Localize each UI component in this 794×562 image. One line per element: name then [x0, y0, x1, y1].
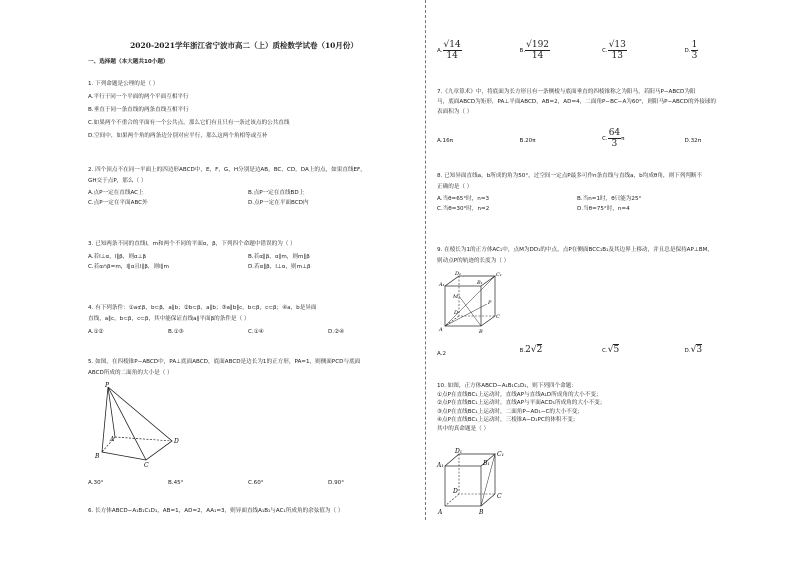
cube9-label-d1: D₁ — [455, 271, 462, 277]
q7-c-fraction — [608, 128, 621, 149]
cube-figure-q10 — [437, 448, 509, 518]
cube9-label-c1: C₁ — [496, 272, 502, 278]
q10-statement-2: ②点P在直线BC₁上运动时，直线AP与平面ACD₁所成角的大小不变； — [437, 400, 606, 406]
q6-option-a — [437, 40, 520, 61]
q5-option-d: D.90° — [328, 480, 345, 486]
q10-statement-3: ③点P在直线BC₁上运动时，二面角P−AD₁−C的大小不变； — [437, 408, 583, 415]
q6-option-d — [685, 40, 768, 61]
q10-tail: 其中的真命题是（ ） — [437, 425, 490, 432]
hidden-edge-da — [445, 316, 459, 326]
q6-a-num: √14 — [443, 40, 461, 50]
q4-option-a: A.①② — [88, 329, 104, 335]
q7-c-den: 3 — [611, 139, 618, 149]
cube-figure-q9 — [439, 268, 501, 338]
q9-b-radicand: 2 — [536, 345, 543, 355]
q7-option-c — [602, 128, 685, 149]
q6-b-num: √192 — [526, 40, 550, 50]
q1-option-b: B.垂直于同一条直线的两条直线互相平行 — [88, 107, 189, 113]
q8-option-b: B.当n=1时，θ只能为25° — [577, 196, 642, 202]
label-d: D — [174, 438, 179, 445]
cube9-label-b: B — [479, 329, 483, 335]
q10-stem: 10. 如图，正方体ABCD−A₁B₁C₁D₁，则下列四个命题： — [437, 383, 577, 389]
q7-option-b: B.20π — [519, 138, 536, 144]
pyramid-figure — [90, 382, 180, 472]
edge-ad — [115, 437, 172, 441]
front-face — [445, 466, 481, 506]
q6-d-letter: D. — [684, 48, 691, 54]
q6-c-fraction — [608, 40, 627, 61]
q7-c-letter: C. — [602, 136, 608, 142]
cube9-label-m: M — [453, 294, 459, 300]
q2-stem-line1: 2. 四个顶点不在同一平面上的四边形ABCD中，E，F，G，H分别是边AB，BC，CD，DA上的点，如果直线EF， — [88, 167, 366, 173]
cube9-label-c: C — [496, 314, 500, 320]
q6-b-den: 14 — [531, 51, 544, 61]
q6-d-den: 3 — [691, 51, 698, 61]
q2-option-c: C.点P一定在平面ABC外 — [88, 200, 148, 206]
cube10-label-b: B — [479, 509, 484, 516]
question-8 — [437, 172, 772, 213]
label-p: P — [105, 382, 110, 389]
q6-options — [437, 40, 767, 61]
top-face — [445, 276, 495, 286]
q3-stem: 3. 已知两条不同的直线l，m和两个不同的平面α，β，下列四个命题中错误的为（ ） — [88, 241, 296, 247]
pyramid-edges — [102, 387, 172, 460]
q7-stem-line2: 马，底面ABCD为矩形，PA⊥平面ABCD，AB=2，AD=4，二面角P−BC−A为60°，则阳马P−ABCD的外接球的 — [437, 99, 716, 105]
cube9-label-p: P — [488, 300, 492, 306]
label-b: B — [95, 453, 100, 460]
q9-option-d: D.√3 — [684, 345, 703, 355]
q5-option-c: C.60° — [248, 480, 264, 486]
q1-option-d: D.空间中，如果两个角的两条边分别对应平行，那么这两个角相等或互补 — [88, 133, 268, 139]
q6-c-letter: C. — [602, 48, 608, 54]
q5-stem-line1: 5. 如图，在四棱锥P−ABCD中，PA⊥底面ABCD，底面ABCD是边长为1的正方形，PA=1，则侧面PCD与底面 — [88, 359, 361, 365]
q2-stem-line2: GH交于点P，那么（ ） — [88, 178, 147, 184]
q10-statement-4: ④点P在直线BC₁上运动时，三棱锥A−D₁PC的体积不变； — [437, 417, 579, 423]
q6-d-num: 1 — [691, 40, 698, 50]
q9-b-coef: 2 — [525, 345, 531, 355]
question-4 — [88, 304, 408, 336]
q5-stem-line2: ABCD所成的二面角的大小是（ ） — [88, 370, 173, 376]
q1-option-c: C.如果两个不重合的平面有一个公共点，那么它们有且只有一条过该点的公共直线 — [88, 120, 290, 126]
q6-c-den: 13 — [611, 51, 623, 61]
cube10-label-c1: C₁ — [497, 451, 504, 458]
q6-a-den: 14 — [446, 51, 458, 61]
cube10-label-c: C — [497, 493, 502, 500]
question-2 — [88, 166, 408, 207]
q6-d-fraction — [691, 40, 699, 61]
cube10-label-d1: D₁ — [455, 448, 463, 455]
q7-stem-line3: 表面积为（ ） — [437, 109, 473, 115]
q9-options — [437, 346, 767, 358]
q7-option-d: D.32π — [684, 138, 702, 144]
q6-stem: 6. 长方体ABCD−A₁B₁C₁D₁，AB=1，AD=2，AA₁=3，则异面直线A₁B₁与AC₁所成角的余弦值为（ ） — [88, 508, 344, 514]
right-column — [437, 0, 777, 562]
q1-option-a: A.平行于同一个平面的两个平面互相平行 — [88, 94, 189, 100]
q9-d-radicand: 3 — [696, 345, 703, 355]
question-6 — [88, 507, 408, 515]
q1-stem: 1. 下列命题是公理的是（ ） — [88, 81, 159, 87]
q3-option-b: B.若α∥β，α∥m，则m∥β — [248, 254, 310, 260]
q9-option-a: A.2 — [437, 351, 447, 357]
q7-option-a: A.16π — [437, 138, 453, 144]
q4-option-b: B.①③ — [168, 329, 184, 335]
q5-option-a: A.30° — [88, 480, 104, 486]
exam-title: 2020-2021学年浙江省宁波市高二（上）质检数学试卷（10月份） — [130, 41, 358, 50]
q9-option-c: C.√5 — [602, 345, 620, 355]
label-c: C — [144, 462, 149, 469]
edge-pc — [108, 387, 146, 460]
cube9-label-a1: A₁ — [439, 282, 445, 288]
q3-option-d: D.若α∥β，l⊥α，则m⊥β — [248, 264, 311, 270]
q9-stem-line2: 则动点P的轨迹的长度为（ ） — [437, 258, 510, 264]
cube9-label-d: D — [454, 310, 459, 316]
question-7 — [437, 88, 772, 116]
q8-option-a: A.当θ=65°时，n=3 — [437, 196, 490, 202]
q6-option-b — [520, 40, 603, 61]
q6-option-c — [602, 40, 685, 61]
front-face — [445, 286, 481, 326]
q3-option-a: A.若l⊥α，l∥β，则α⊥β — [88, 254, 147, 260]
cube9-label-a: A — [439, 327, 443, 333]
q2-option-d: D.点P一定在平面BCD内 — [248, 200, 309, 206]
question-9 — [437, 246, 772, 265]
cube9-label-b1: B₁ — [477, 280, 483, 286]
q3-option-c: C.若α∩β=m，l∥α且l∥β，则l∥m — [88, 264, 169, 270]
cube10-label-b1: B₁ — [483, 460, 490, 467]
label-a: A — [110, 436, 115, 443]
cube10-label-a: A — [438, 509, 443, 516]
diag-bm — [459, 296, 481, 326]
q2-option-a: A.点P一定在直线AC上 — [88, 190, 144, 196]
q6-b-letter: B. — [519, 48, 526, 54]
q6-c-num: √13 — [608, 40, 626, 50]
left-column — [78, 0, 410, 562]
q7-options — [437, 128, 767, 149]
q8-stem-line2: 正确的是（ ） — [437, 184, 473, 190]
q6-a-letter: A. — [437, 48, 443, 54]
q4-option-d: D.②④ — [328, 329, 345, 335]
column-divider — [425, 0, 426, 520]
q7-c-pi: π — [621, 136, 625, 142]
question-3 — [88, 240, 408, 271]
q5-options — [88, 479, 408, 487]
q8-option-c: C.当θ=30°时，n=2 — [437, 206, 490, 212]
cube10-label-a1: A₁ — [437, 462, 444, 469]
q2-option-b: B.点P一定在直线BD上 — [248, 190, 305, 196]
q8-option-d: D.当θ=75°时，n=4 — [577, 206, 630, 212]
q9-stem-line1: 9. 在棱长为1的正方体AC₁中，点M为DD₁的中点，点P在侧面BCC₁B₁及其边界上移动，并且总是保持AP⊥BM， — [437, 247, 713, 253]
question-1 — [88, 80, 408, 140]
hidden-edge-da — [445, 494, 459, 506]
q8-stem-line1: 8. 已知异面直线a，b所成的角为50°，过空间一定点P最多可作n条直线与直线a，b均成θ角，则下列判断不 — [437, 173, 703, 179]
question-5 — [88, 358, 408, 377]
q6-b-fraction — [525, 40, 550, 61]
q4-option-c: C.①④ — [248, 329, 264, 335]
q9-option-b: B.2√2 — [519, 345, 543, 355]
q9-c-letter: C. — [602, 348, 608, 354]
q7-c-num: 64 — [608, 128, 621, 138]
q9-c-radicand: 5 — [613, 345, 620, 355]
q4-stem-line2: 直线，a∥c，b⊂β，c⊂β，其中能保证直线a∥平面β的条件是（ ） — [88, 316, 250, 322]
q7-stem-line1: 7.《九章算术》中，将底面为长方形且有一条侧棱与底面垂直的四棱锥称之为阳马，若阳马P−ABCD为阳 — [437, 89, 696, 95]
q10-statement-1: ①点P在直线BC₁上运动时，直线AP与直线A₁D所成角的大小不变； — [437, 391, 602, 398]
question-10 — [437, 382, 772, 433]
q5-option-b: B.45° — [168, 480, 184, 486]
cube10-label-d: D — [453, 488, 458, 495]
q6-a-fraction — [443, 40, 462, 61]
section-heading: 一、选择题（本大题共10小题） — [88, 59, 169, 65]
q4-stem-line1: 4. 有下列条件：①a⊄β，b⊂β，a∥b；②b⊂β，a∥b；③a∥b∥c，b⊂β，c⊂β；④a，b是异面 — [88, 305, 317, 311]
q9-d-letter: D. — [684, 348, 691, 354]
q9-b-letter: B. — [519, 348, 526, 354]
